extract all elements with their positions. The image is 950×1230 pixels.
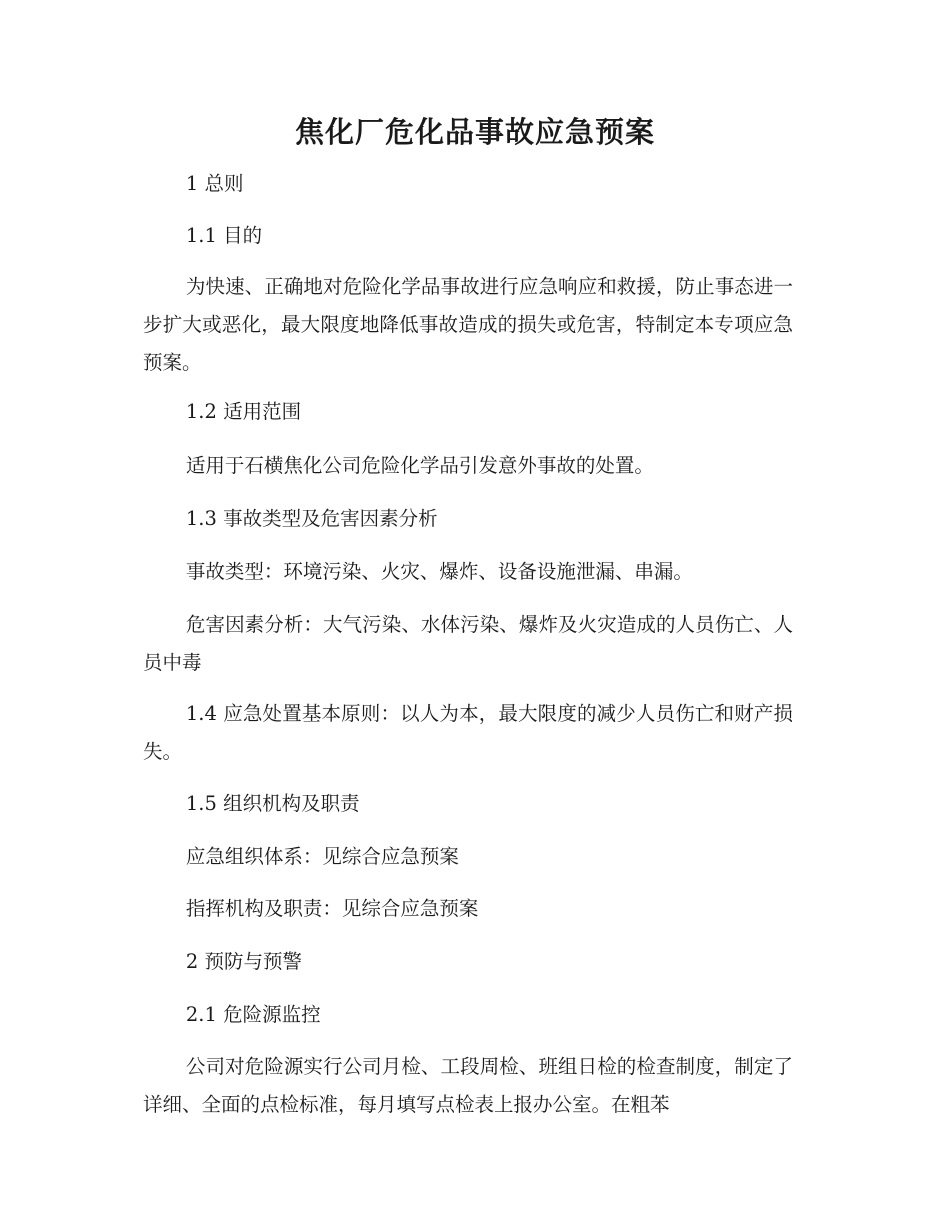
paragraph-scope: 适用于石横焦化公司危险化学品引发意外事故的处置。 — [185, 454, 654, 477]
section-heading-2-1: 2.1 危险源监控 — [185, 1003, 321, 1026]
section-heading-2: 2 预防与预警 — [185, 950, 302, 973]
section-heading-1: 1 总则 — [185, 172, 244, 195]
section-heading-1-3: 1.3 事故类型及危害因素分析 — [185, 507, 438, 530]
paragraph-hazard-monitoring: 公司对危险源实行公司月检、工段周检、班组日检的检查制度，制定了详细、全面的点检标准，每月填写点检表上报办公室。在粗苯 — [143, 1055, 793, 1116]
paragraph-accident-types: 事故类型：环境污染、火灾、爆炸、设备设施泄漏、串漏。 — [185, 560, 693, 583]
paragraph-command-org: 指挥机构及职责：见综合应急预案 — [185, 897, 479, 920]
paragraph-hazard-analysis: 危害因素分析：大气污染、水体污染、爆炸及火灾造成的人员伤亡、人员中毒 — [143, 613, 793, 674]
section-heading-1-1: 1.1 目的 — [185, 224, 263, 247]
paragraph-emergency-org: 应急组织体系：见综合应急预案 — [185, 845, 459, 868]
section-heading-1-5: 1.5 组织机构及职责 — [185, 792, 360, 815]
paragraph-purpose: 为快速、正确地对危险化学品事故进行应急响应和救援，防止事态进一步扩大或恶化，最大限度地降低事故造成的损失或危害，特制定本专项应急预案。 — [143, 275, 793, 374]
document-title: 焦化厂危化品事故应急预案 — [294, 115, 655, 149]
section-heading-1-2: 1.2 适用范围 — [185, 400, 302, 423]
paragraph-principles: 1.4 应急处置基本原则：以人为本，最大限度的减少人员伤亡和财产损失。 — [143, 702, 793, 763]
